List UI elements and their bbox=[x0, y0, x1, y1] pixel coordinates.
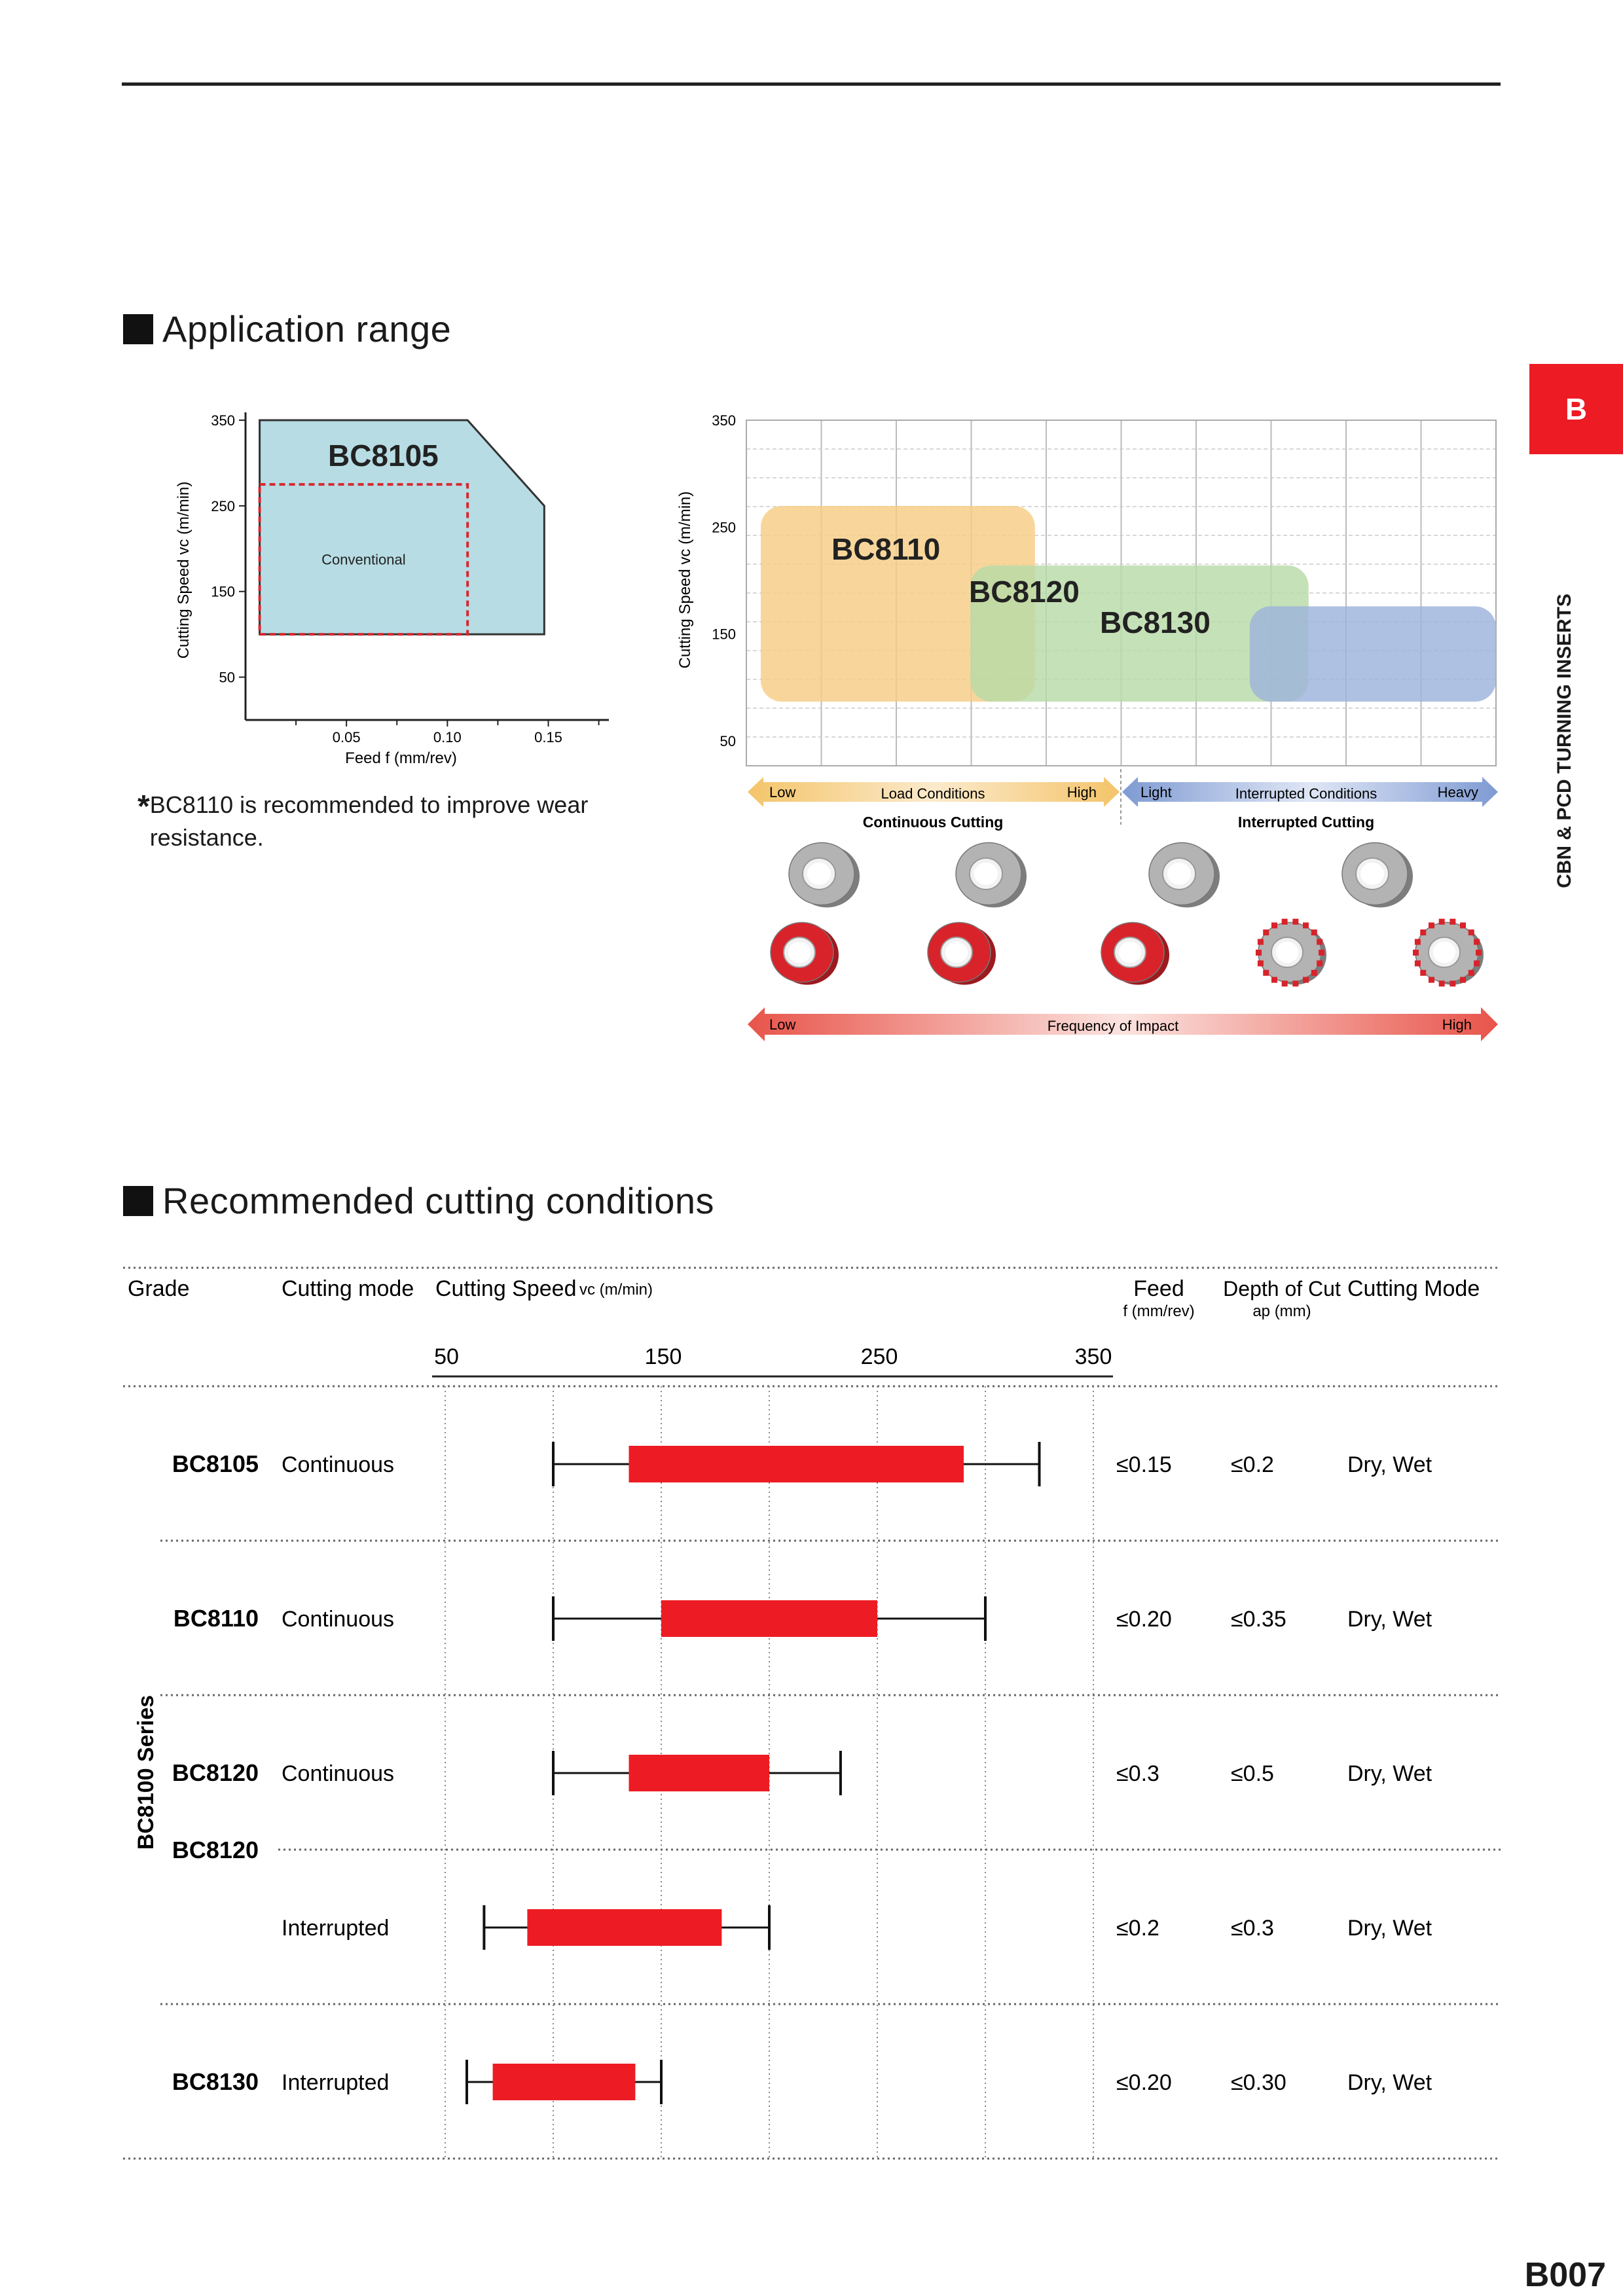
note-text: BC8110 is recommended to improve wear resistance. bbox=[149, 791, 589, 851]
gear-tooth bbox=[1303, 922, 1309, 928]
workpiece-icon bbox=[1256, 919, 1326, 987]
row-depth-of-cut: ≤0.35 bbox=[1231, 1607, 1286, 1632]
arrow-low-label: Light bbox=[1140, 784, 1172, 800]
recommendation-note bbox=[137, 789, 635, 854]
gear-tooth bbox=[1429, 922, 1434, 928]
ring-hole bbox=[788, 942, 811, 963]
series-label: BC8100 Series bbox=[134, 1695, 158, 1850]
y-tick-label: 250 bbox=[211, 497, 235, 514]
row-depth-of-cut: ≤0.5 bbox=[1231, 1761, 1274, 1786]
row-grade: BC8120 bbox=[172, 1759, 259, 1786]
gear-tooth bbox=[1439, 919, 1445, 925]
gear-tooth bbox=[1468, 929, 1474, 935]
row-feed: ≤0.3 bbox=[1116, 1761, 1159, 1786]
header-doc-unit: ap (mm) bbox=[1252, 1302, 1311, 1320]
y-tick-label: 350 bbox=[712, 412, 736, 429]
square-bullet-icon bbox=[123, 1186, 153, 1216]
gear-tooth bbox=[1413, 950, 1419, 956]
gear-tooth bbox=[1415, 960, 1421, 966]
header-cutting-speed: Cutting Speed bbox=[435, 1276, 577, 1301]
recommended-range-bar bbox=[493, 2064, 636, 2100]
page-number: B007 bbox=[1524, 2256, 1606, 2294]
top-rule bbox=[122, 82, 1501, 86]
arrow-label: Interrupted Conditions bbox=[1235, 785, 1377, 802]
gear-tooth bbox=[1317, 960, 1322, 966]
row-depth-of-cut: ≤0.30 bbox=[1231, 2070, 1286, 2095]
arrow-caption: Continuous Cutting bbox=[862, 814, 1004, 831]
header-feed: Feed bbox=[1133, 1276, 1184, 1301]
row-grade: BC8110 bbox=[173, 1605, 259, 1632]
gear-tooth bbox=[1258, 960, 1264, 966]
gear-tooth bbox=[1450, 980, 1455, 986]
gear-tooth bbox=[1271, 922, 1277, 928]
gear-tooth bbox=[1450, 919, 1455, 925]
workpiece-icon bbox=[1149, 843, 1220, 908]
gear-tooth bbox=[1468, 970, 1474, 976]
recommended-range-bar bbox=[629, 1755, 770, 1791]
x-tick-label: 0.15 bbox=[534, 729, 562, 745]
region-label-bc8110: BC8110 bbox=[831, 532, 941, 566]
workpiece-icon bbox=[771, 922, 839, 984]
workpiece-icon bbox=[1101, 922, 1169, 984]
header-cutting-mode: Cutting mode bbox=[282, 1276, 414, 1301]
y-tick-label: 50 bbox=[219, 669, 235, 686]
row-feed: ≤0.20 bbox=[1116, 2070, 1172, 2095]
row-grade: BC8130 bbox=[172, 2068, 259, 2095]
row-cutting-mode: Continuous bbox=[282, 1607, 395, 1632]
arrow-low-label: Low bbox=[769, 784, 796, 800]
workpiece-icon bbox=[956, 843, 1027, 908]
gear-tooth bbox=[1282, 919, 1288, 925]
asterisk-icon: * bbox=[137, 789, 150, 824]
gear-tooth bbox=[1292, 919, 1298, 925]
section-title-application bbox=[123, 308, 451, 350]
ring-hole bbox=[1276, 942, 1299, 963]
speed-axis-label: 350 bbox=[1074, 1344, 1112, 1369]
speed-axis-label: 250 bbox=[860, 1344, 898, 1369]
header-speed-unit: vc (m/min) bbox=[579, 1281, 653, 1299]
row-coolant: Dry, Wet bbox=[1347, 1916, 1432, 1941]
section-title-conditions bbox=[123, 1179, 714, 1222]
gear-tooth bbox=[1319, 950, 1324, 956]
ring-hole bbox=[1167, 863, 1191, 885]
arrow-label: Frequency of Impact bbox=[1047, 1018, 1179, 1034]
gear-tooth bbox=[1311, 970, 1317, 976]
header-depth-of-cut: Depth of Cut bbox=[1223, 1277, 1341, 1300]
recommended-range-bar bbox=[661, 1600, 877, 1637]
row-grade: BC8105 bbox=[172, 1450, 259, 1477]
gear-tooth bbox=[1311, 929, 1317, 935]
gear-tooth bbox=[1476, 950, 1482, 956]
x-tick-label: 0.05 bbox=[332, 729, 361, 745]
ring-hole bbox=[807, 863, 831, 885]
gear-tooth bbox=[1415, 939, 1421, 945]
y-tick-label: 150 bbox=[211, 583, 235, 600]
row-feed: ≤0.2 bbox=[1116, 1916, 1159, 1941]
speed-axis-label: 150 bbox=[644, 1344, 682, 1369]
ring-hole bbox=[1360, 863, 1384, 885]
gear-tooth bbox=[1256, 950, 1262, 956]
region-label-bc8120: BC8120 bbox=[969, 575, 1080, 609]
region-bc8130 bbox=[1250, 606, 1496, 702]
region-label-conventional: Conventional bbox=[321, 551, 406, 568]
arrow-low-label: Low bbox=[769, 1016, 796, 1033]
square-bullet-icon bbox=[123, 314, 153, 344]
gear-tooth bbox=[1263, 929, 1269, 935]
header-cutting-mode-2: Cutting Mode bbox=[1347, 1276, 1480, 1301]
section-title-text: Application range bbox=[162, 308, 452, 350]
workpiece-icon bbox=[1413, 919, 1484, 987]
gear-tooth bbox=[1282, 980, 1288, 986]
x-tick-label: 0.10 bbox=[433, 729, 462, 745]
cutting-conditions-table bbox=[118, 1257, 1506, 2173]
row-cutting-mode: Interrupted bbox=[282, 2070, 390, 2095]
workpiece-icon bbox=[1342, 843, 1413, 908]
row-feed: ≤0.15 bbox=[1116, 1452, 1172, 1477]
arrow-label: Load Conditions bbox=[881, 785, 985, 802]
region-label-bc8105: BC8105 bbox=[327, 439, 439, 473]
workpiece-icon bbox=[789, 843, 860, 908]
ring-hole bbox=[1433, 942, 1456, 963]
recommended-range-bar bbox=[629, 1446, 964, 1482]
row-depth-of-cut: ≤0.3 bbox=[1231, 1916, 1274, 1941]
row-coolant: Dry, Wet bbox=[1347, 1761, 1432, 1786]
ring-hole bbox=[974, 863, 998, 885]
header-grade: Grade bbox=[128, 1276, 190, 1301]
row-feed: ≤0.20 bbox=[1116, 1607, 1172, 1632]
row-cutting-mode: Interrupted bbox=[282, 1916, 390, 1941]
row-coolant: Dry, Wet bbox=[1347, 2070, 1432, 2095]
arrow-caption: Interrupted Cutting bbox=[1237, 814, 1375, 831]
section-title-text: Recommended cutting conditions bbox=[162, 1180, 715, 1221]
y-tick-label: 150 bbox=[712, 626, 736, 643]
gear-tooth bbox=[1271, 977, 1277, 983]
row-coolant: Dry, Wet bbox=[1347, 1607, 1432, 1632]
row-depth-of-cut: ≤0.2 bbox=[1231, 1452, 1274, 1477]
gear-tooth bbox=[1420, 929, 1426, 935]
gear-tooth bbox=[1303, 977, 1309, 983]
recommended-range-bar bbox=[527, 1909, 721, 1946]
y-axis-title: Cutting Speed vc (m/min) bbox=[676, 491, 694, 669]
gear-tooth bbox=[1420, 970, 1426, 976]
ring-hole bbox=[945, 942, 968, 963]
row-coolant: Dry, Wet bbox=[1347, 1452, 1432, 1477]
row-cutting-mode: Continuous bbox=[282, 1452, 395, 1477]
y-tick-label: 50 bbox=[720, 733, 736, 749]
gear-tooth bbox=[1460, 922, 1466, 928]
row-grade-merged: BC8120 bbox=[172, 1837, 259, 1863]
chart-grade-comparison bbox=[674, 393, 1519, 1054]
section-tab[interactable]: B bbox=[1529, 364, 1623, 454]
workpiece-icon bbox=[928, 922, 996, 984]
row-cutting-mode: Continuous bbox=[282, 1761, 395, 1786]
gear-tooth bbox=[1474, 939, 1480, 945]
x-axis-title: Feed f (mm/rev) bbox=[345, 749, 457, 767]
arrow-high-label: Heavy bbox=[1437, 784, 1478, 800]
gear-tooth bbox=[1429, 977, 1434, 983]
gear-tooth bbox=[1439, 980, 1445, 986]
gear-tooth bbox=[1292, 980, 1298, 986]
gear-tooth bbox=[1474, 960, 1480, 966]
gear-tooth bbox=[1258, 939, 1264, 945]
y-tick-label: 250 bbox=[712, 519, 736, 536]
region-label-bc8130: BC8130 bbox=[1100, 605, 1211, 639]
gear-tooth bbox=[1460, 977, 1466, 983]
y-tick-label: 350 bbox=[211, 412, 235, 429]
chart-bc8105-range bbox=[164, 393, 622, 785]
y-axis-title: Cutting Speed vc (m/min) bbox=[175, 481, 192, 659]
side-label: CBN & PCD TURNING INSERTS bbox=[1554, 593, 1575, 888]
speed-axis-label: 50 bbox=[434, 1344, 459, 1369]
gear-tooth bbox=[1317, 939, 1322, 945]
header-feed-unit: f (mm/rev) bbox=[1123, 1302, 1195, 1320]
arrow-high-label: High bbox=[1067, 784, 1097, 800]
ring-hole bbox=[1119, 942, 1142, 963]
arrow-high-label: High bbox=[1442, 1016, 1472, 1033]
gear-tooth bbox=[1263, 970, 1269, 976]
